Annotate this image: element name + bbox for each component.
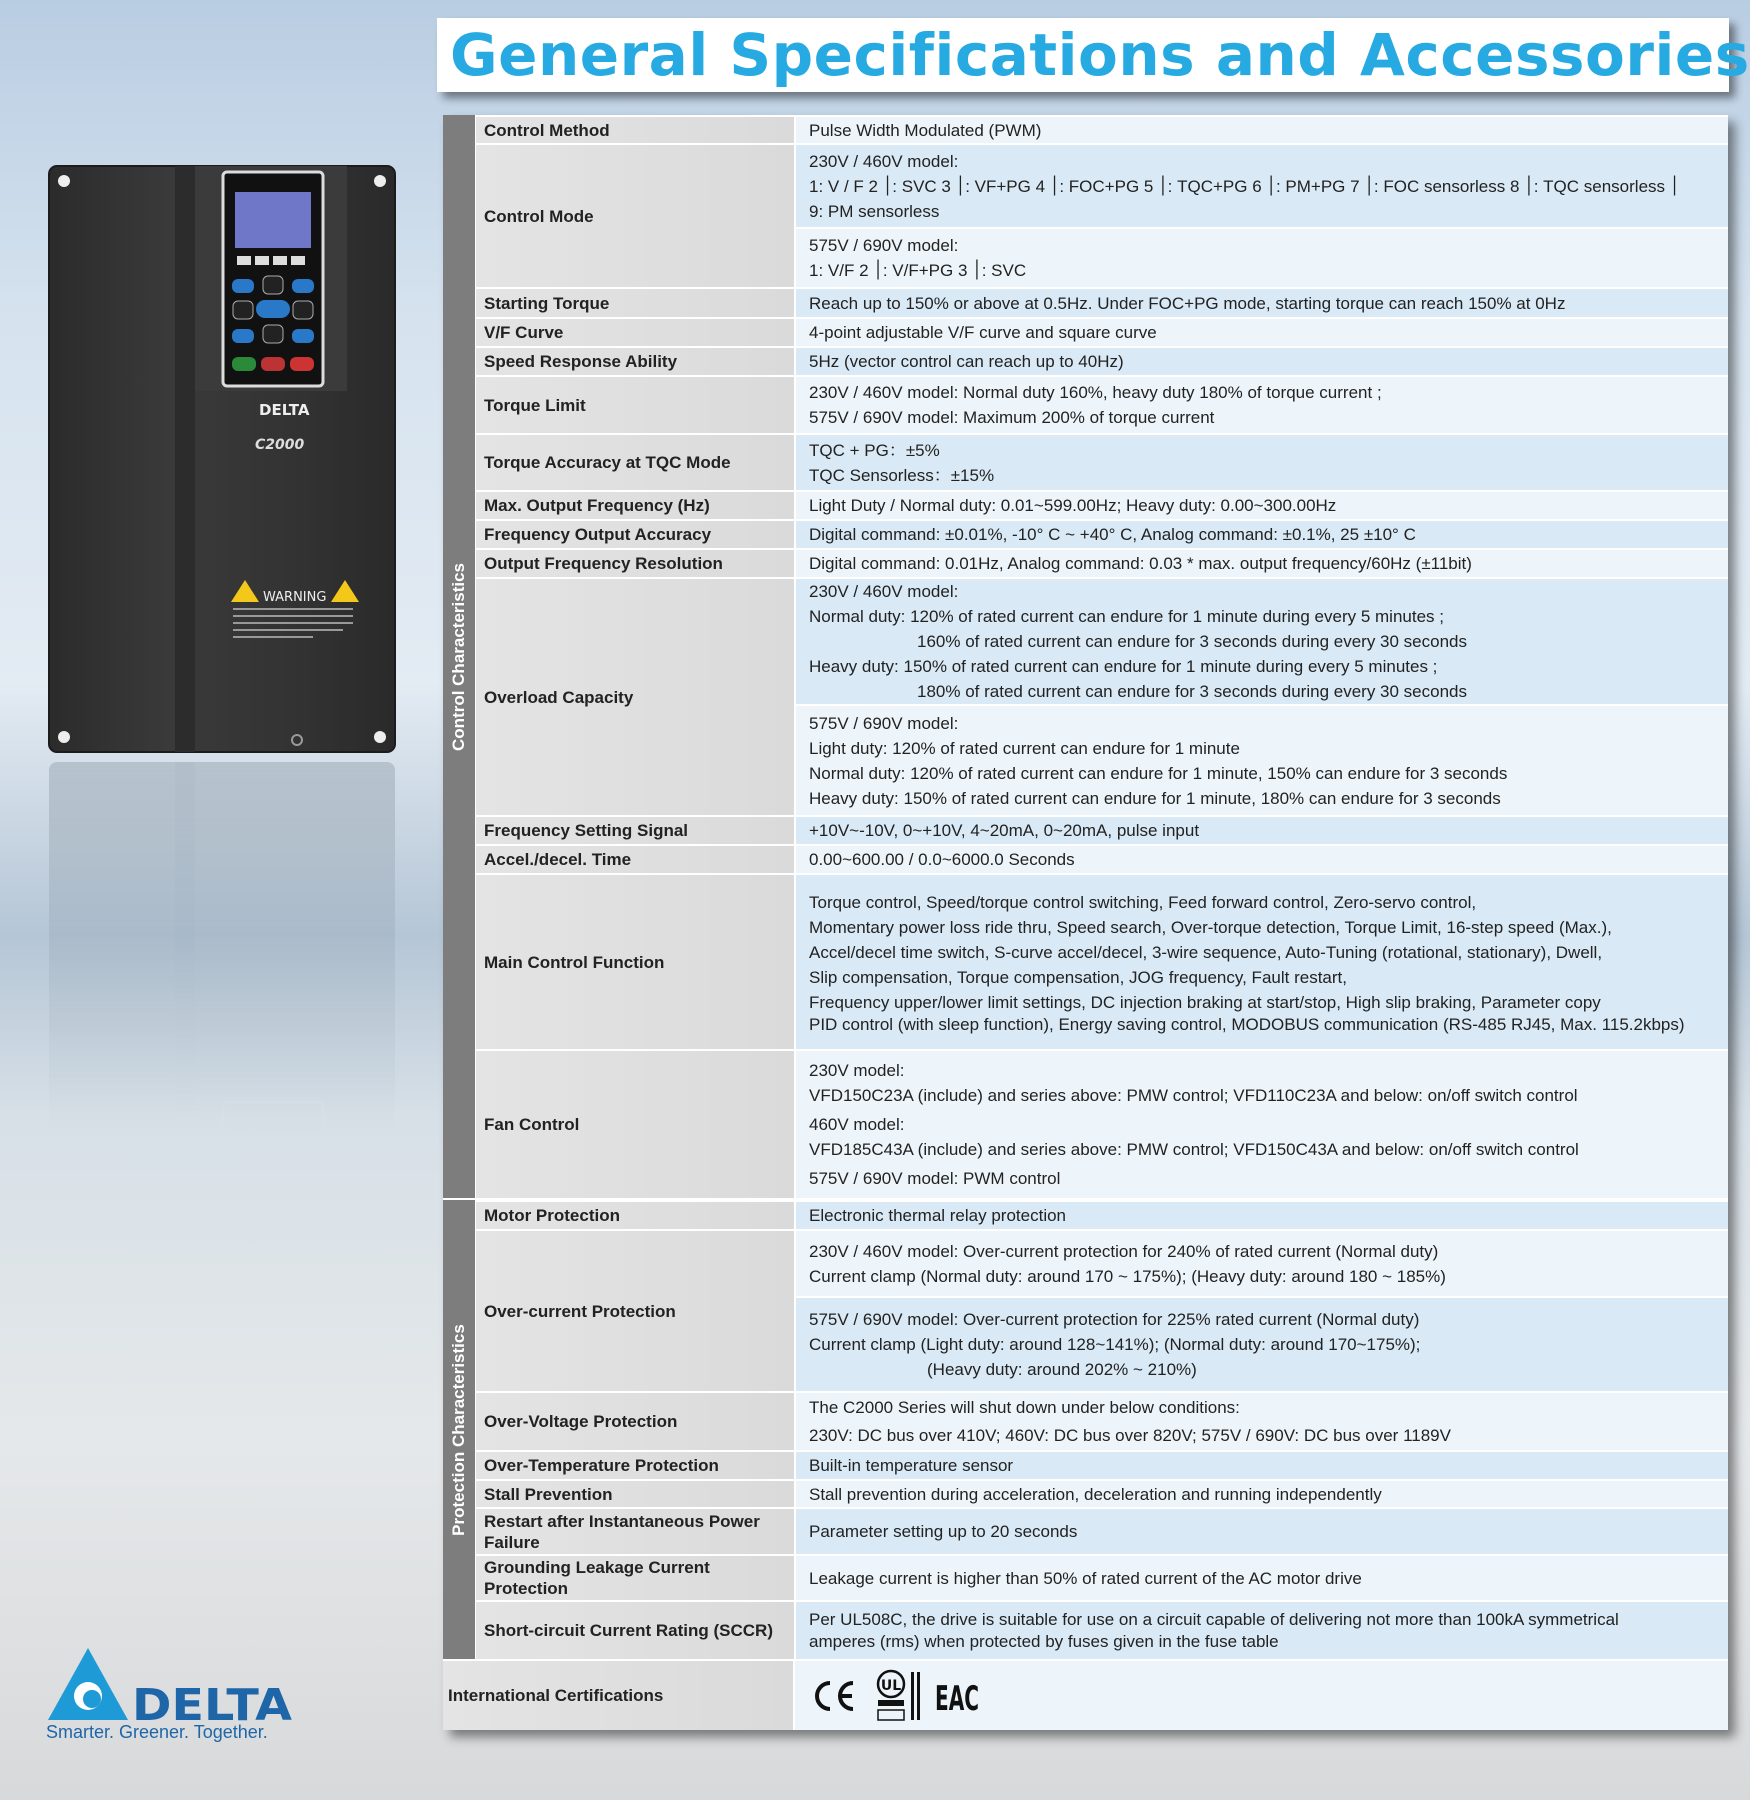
spec-line: 575V / 690V model: [809, 236, 959, 255]
spec-line: 160% of rated current can endure for 3 seconds during every 30 seconds [917, 632, 1468, 651]
spec-label: Main Control Function [476, 875, 794, 1049]
spec-value: 0.00~600.00 / 0.0~6000.0 Seconds [796, 846, 1728, 873]
spec-row-control-mode [476, 143, 1728, 287]
spec-table [443, 115, 1728, 1730]
spec-line: 230V / 460V model: Normal duty 160%, heavy duty 180% of torque current ; [809, 383, 1382, 402]
spec-value-block [796, 704, 1728, 815]
spec-label: Over-Voltage Protection [476, 1393, 794, 1450]
spec-value: Reach up to 150% or above at 0.5Hz. Under FOC+PG mode, starting torque can reach 150% at 0Hz [796, 289, 1728, 317]
spec-line: PID control (with sleep function), Energy saving control, MODOBUS communication (RS-485 RJ45, Max. 115.2kbps) [809, 1015, 1685, 1034]
ce-mark-icon [811, 1678, 857, 1714]
spec-row-starting-torque [476, 287, 1728, 317]
spec-label: Grounding Leakage Current Protection [476, 1556, 794, 1600]
spec-line: Per UL508C, the drive is suitable for use on a circuit capable of delivering not more than 100kA symmetrical [809, 1609, 1619, 1629]
spec-value: Digital command: 0.01Hz, Analog command: 0.03 * max. output frequency/60Hz (±11bit) [796, 550, 1728, 577]
spec-line: VFD150C23A (include) and series above: PMW control; VFD110C23A and below: on/off switch control [809, 1086, 1578, 1105]
spec-label: Torque Limit [476, 377, 794, 433]
drive-warning-label: WARNING [263, 590, 327, 605]
spec-line: Heavy duty: 150% of rated current can endure for 1 minute during every 5 minutes ; [809, 657, 1438, 676]
spec-value-block [796, 1231, 1728, 1296]
spec-row-main-control-function [476, 873, 1728, 1049]
spec-row-frequency-setting-signal [476, 815, 1728, 844]
spec-line: 9: PM sensorless [809, 201, 940, 221]
spec-label: Over-Temperature Protection [476, 1452, 794, 1479]
spec-label: Fan Control [476, 1051, 794, 1198]
spec-label: Over-current Protection [476, 1231, 794, 1391]
spec-label: Speed Response Ability [476, 348, 794, 375]
protection-characteristics-group [443, 1200, 1728, 1659]
spec-label: Max. Output Frequency (Hz) [476, 492, 794, 519]
spec-row-control-method [476, 115, 1728, 143]
spec-line: 230V model: [809, 1061, 905, 1080]
spec-line: Heavy duty: 150% of rated current can endure for 1 minute, 180% can endure for 3 seconds [809, 788, 1501, 808]
spec-row-restart-after-power-failure [476, 1507, 1728, 1554]
spec-line: 575V / 690V model: Maximum 200% of torque current [809, 408, 1215, 427]
spec-line: 575V / 690V model: [809, 713, 959, 733]
spec-label: Short-circuit Current Rating (SCCR) [476, 1602, 794, 1659]
drive-brand-logo: DELTA [259, 401, 310, 419]
spec-label: Control Method [476, 117, 794, 143]
spec-value-block [796, 435, 1728, 490]
spec-value-block [796, 377, 1728, 433]
group-label-protection: Protection Characteristics [443, 1200, 476, 1659]
spec-value-block [796, 1051, 1728, 1198]
spec-value: 5Hz (vector control can reach up to 40Hz) [796, 348, 1728, 375]
spec-line: 460V model: [809, 1115, 905, 1134]
spec-value-block [796, 227, 1728, 287]
spec-label: Stall Prevention [476, 1481, 794, 1507]
page-title-banner [437, 18, 1750, 92]
spec-value-block [796, 1296, 1728, 1391]
eac-mark-text: EAC [935, 1678, 979, 1719]
spec-label: Frequency Setting Signal [476, 817, 794, 844]
spec-value-block [796, 875, 1728, 1049]
spec-line: 180% of rated current can endure for 3 seconds during every 30 seconds [917, 682, 1468, 701]
product-reflection [47, 760, 397, 1260]
brand-tagline: Smarter. Greener. Together. [46, 1722, 268, 1742]
spec-line: 230V / 460V model: Over-current protection for 240% of rated current (Normal duty) [809, 1241, 1439, 1261]
spec-row-speed-response [476, 346, 1728, 375]
spec-label: Output Frequency Resolution [476, 550, 794, 577]
spec-value: Electronic thermal relay protection [796, 1202, 1728, 1229]
spec-line: 230V / 460V model: [809, 151, 959, 171]
spec-label: V/F Curve [476, 319, 794, 346]
spec-line: 230V / 460V model: [809, 582, 959, 601]
spec-value: +10V~-10V, 0~+10V, 4~20mA, 0~20mA, pulse input [796, 817, 1728, 844]
spec-row-over-temperature-protection [476, 1450, 1728, 1479]
spec-value-block [796, 579, 1728, 704]
spec-value: Built-in temperature sensor [796, 1452, 1728, 1479]
page-title: General Specifications and Accessories [450, 21, 1750, 89]
control-characteristics-group [443, 115, 1728, 1198]
spec-label: Starting Torque [476, 289, 794, 317]
spec-label: Torque Accuracy at TQC Mode [476, 435, 794, 490]
spec-line: VFD185C43A (include) and series above: PMW control; VFD150C43A and below: on/off switch control [809, 1140, 1579, 1159]
spec-row-sccr [476, 1600, 1728, 1659]
spec-line: 1: V/F ׀ 2: V/F+PG ׀ 3: SVC [809, 261, 1027, 280]
spec-line: Slip compensation, Torque compensation, JOG frequency, Fault restart, [809, 968, 1347, 987]
spec-row-motor-protection [476, 1200, 1728, 1229]
spec-row-max-output-frequency [476, 490, 1728, 519]
drive-model-label: C2000 [255, 437, 305, 453]
spec-row-grounding-leakage-protection [476, 1554, 1728, 1600]
spec-line: Torque control, Speed/torque control switching, Feed forward control, Zero-servo control, [809, 893, 1477, 912]
spec-line: TQC + PG：±5% [809, 440, 940, 460]
ul-listed-mark-icon [871, 1668, 929, 1724]
spec-line: Normal duty: 120% of rated current can endure for 1 minute, 150% can endure for 3 seconds [809, 763, 1508, 783]
spec-label: International Certifications [443, 1661, 793, 1730]
spec-label: Restart after Instantaneous Power Failure [476, 1509, 794, 1554]
spec-value-block [796, 145, 1728, 227]
spec-row-torque-limit [476, 375, 1728, 433]
spec-row-torque-accuracy [476, 433, 1728, 490]
spec-row-international-certifications [443, 1659, 1728, 1730]
spec-line: Normal duty: 120% of rated current can endure for 1 minute during every 5 minutes ; [809, 607, 1444, 626]
spec-row-accel-decel-time [476, 844, 1728, 873]
spec-line: amperes (rms) when protected by fuses given in the fuse table [809, 1631, 1279, 1651]
spec-label: Control Mode [476, 145, 794, 287]
spec-row-output-frequency-resolution [476, 548, 1728, 577]
spec-value: Digital command: ±0.01%, -10° C ~ +40° C, Analog command: ±0.1%, 25 ±10° C [796, 521, 1728, 548]
product-image [47, 164, 397, 754]
eac-mark-icon [935, 1676, 981, 1719]
spec-line: Frequency upper/lower limit settings, DC injection braking at start/stop, High slip braking, Parameter copy [809, 993, 1601, 1012]
spec-line: Current clamp (Light duty: around 128~141%); (Normal duty: around 170~175%); [809, 1335, 1421, 1354]
spec-row-over-voltage-protection [476, 1391, 1728, 1450]
spec-row-stall-prevention [476, 1479, 1728, 1507]
spec-value: Leakage current is higher than 50% of rated current of the AC motor drive [796, 1556, 1728, 1600]
ul-mark-text: UL [880, 1677, 902, 1694]
spec-value: 4-point adjustable V/F curve and square curve [796, 319, 1728, 346]
spec-line: 1: V / F ׀ 2: SVC ׀ 3: VF+PG ׀ 4: FOC+PG ׀ 5: TQC+PG ׀ 6: PM+PG ׀ 7: FOC sensorless ׀ 8: TQC sensorless ׀ [809, 176, 1680, 196]
spec-row-fan-control [476, 1049, 1728, 1198]
spec-line: The C2000 Series will shut down under below conditions: [809, 1397, 1240, 1417]
spec-value: Light Duty / Normal duty: 0.01~599.00Hz; Heavy duty: 0.00~300.00Hz [796, 492, 1728, 519]
group-label-control: Control Characteristics [443, 115, 476, 1198]
spec-line: TQC Sensorless：±15% [809, 465, 995, 485]
spec-row-overload-capacity [476, 577, 1728, 815]
spec-label: Motor Protection [476, 1202, 794, 1229]
spec-label: Frequency Output Accuracy [476, 521, 794, 548]
spec-value: Stall prevention during acceleration, deceleration and running independently [796, 1481, 1728, 1507]
spec-row-frequency-output-accuracy [476, 519, 1728, 548]
spec-row-vf-curve [476, 317, 1728, 346]
spec-row-over-current-protection [476, 1229, 1728, 1391]
spec-label: Overload Capacity [476, 579, 794, 815]
spec-line: 575V / 690V model: Over-current protection for 225% rated current (Normal duty) [809, 1310, 1420, 1329]
spec-line: Accel/decel time switch, S-curve accel/decel, 3-wire sequence, Auto-Tuning (rotational, stationary), Dwell, [809, 943, 1603, 962]
spec-line: Momentary power loss ride thru, Speed search, Over-torque detection, Torque Limit, 16-step speed (Max.), [809, 918, 1612, 937]
certification-marks [795, 1661, 1728, 1730]
spec-line: (Heavy duty: around 202% ~ 210%) [927, 1360, 1197, 1379]
spec-line: 230V: DC bus over 410V; 460V: DC bus over 820V; 575V / 690V: DC bus over 1189V [809, 1425, 1451, 1445]
spec-line: 575V / 690V model: PWM control [809, 1169, 1061, 1188]
spec-value: Parameter setting up to 20 seconds [796, 1509, 1728, 1554]
spec-label: Accel./decel. Time [476, 846, 794, 873]
delta-logo-text: DELTA [132, 1680, 292, 1731]
spec-value-block [796, 1602, 1728, 1659]
spec-value: Pulse Width Modulated (PWM) [796, 117, 1728, 143]
spec-value-block [796, 1393, 1728, 1450]
spec-line: Light duty: 120% of rated current can endure for 1 minute [809, 738, 1240, 758]
spec-line: Current clamp (Normal duty: around 170 ~ 175%); (Heavy duty: around 180 ~ 185%) [809, 1266, 1446, 1286]
